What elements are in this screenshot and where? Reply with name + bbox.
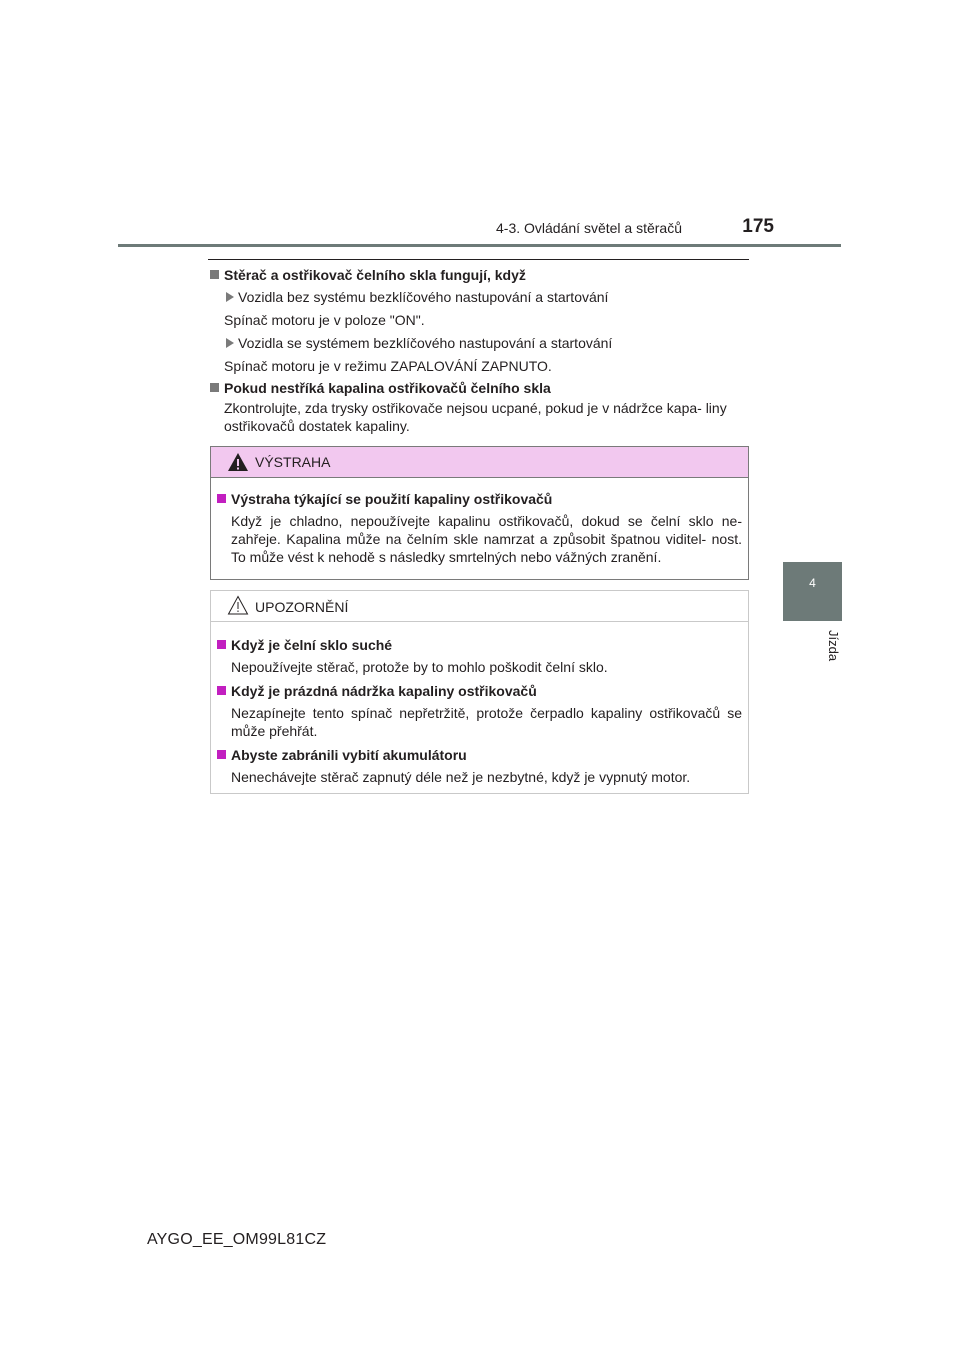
- chapter-label: Jízda: [826, 630, 841, 662]
- caution-item: [217, 746, 742, 786]
- caution-heading: Když je prázdná nádržka kapaliny ostřikovačů: [217, 682, 742, 700]
- caution-text: Nepoužívejte stěrač, protože by to mohlo poškodit čelní sklo.: [231, 659, 608, 675]
- warning-body: [211, 478, 748, 566]
- warning-text: Když je chladno, nepoužívejte kapalinu ostřikovačů, dokud se čelní sklo ne- zahřeje. Kapalina může na čelním skle namrzat a způsobit špatnou viditel- nost. To může vést k nehodě s následky smrtelných nebo vážných zranění.: [231, 513, 742, 565]
- header-divider: [118, 244, 841, 247]
- section-text: Zkontrolujte, zda trysky ostřikovače nejsou ucpané, pokud je v nádržce kapa- liny ostřikovačů dostatek kapaliny.: [224, 400, 727, 434]
- caution-text: Nenechávejte stěrač zapnutý déle než je nezbytné, když je vypnutý motor.: [231, 769, 691, 785]
- warning-title: VÝSTRAHA: [255, 454, 331, 470]
- warning-box: [210, 446, 749, 580]
- condition-line: Vozidla bez systému bezklíčového nastupování a startování: [210, 288, 755, 306]
- arrow-right-icon: [226, 338, 234, 348]
- caution-box: [210, 590, 749, 794]
- arrow-right-icon: [226, 292, 234, 302]
- condition-text: Spínač motoru je v poloze "ON".: [224, 312, 425, 328]
- caution-text: Nezapínejte tento spínač nepřetržitě, protože čerpadlo kapaliny ostřikovačů se může přehřát.: [231, 705, 742, 739]
- caution-title: UPOZORNĚNÍ: [255, 599, 349, 615]
- section-wiper-operation: [210, 266, 755, 375]
- caution-header: [211, 591, 748, 622]
- document-code: AYGO_EE_OM99L81CZ: [147, 1231, 327, 1248]
- caution-heading: Když je čelní sklo suché: [217, 636, 742, 654]
- section-washer-fluid: [210, 379, 755, 435]
- caution-item: [217, 682, 742, 740]
- chapter-tab: 4: [783, 562, 842, 621]
- page-number: 175: [742, 216, 774, 237]
- caution-triangle-icon: [227, 595, 249, 615]
- warning-header: [211, 447, 748, 478]
- condition-line: Vozidla se systémem bezklíčového nastupování a startování: [210, 334, 755, 352]
- warning-heading: Výstraha týkající se použití kapaliny ostřikovačů: [217, 490, 742, 508]
- warning-triangle-icon: [227, 452, 249, 472]
- caution-item: [217, 636, 742, 676]
- section-heading: Stěrač a ostřikovač čelního skla fungují, když: [210, 266, 755, 284]
- condition-text: Spínač motoru je v režimu ZAPALOVÁNÍ ZAPNUTO.: [224, 358, 552, 374]
- section-title: 4-3. Ovládání světel a stěračů: [496, 220, 682, 236]
- caution-heading: Abyste zabránili vybití akumulátoru: [217, 746, 742, 764]
- section-heading: Pokud nestříká kapalina ostřikovačů čelního skla: [210, 379, 755, 397]
- content-divider: [208, 259, 749, 260]
- caution-body: [211, 622, 748, 786]
